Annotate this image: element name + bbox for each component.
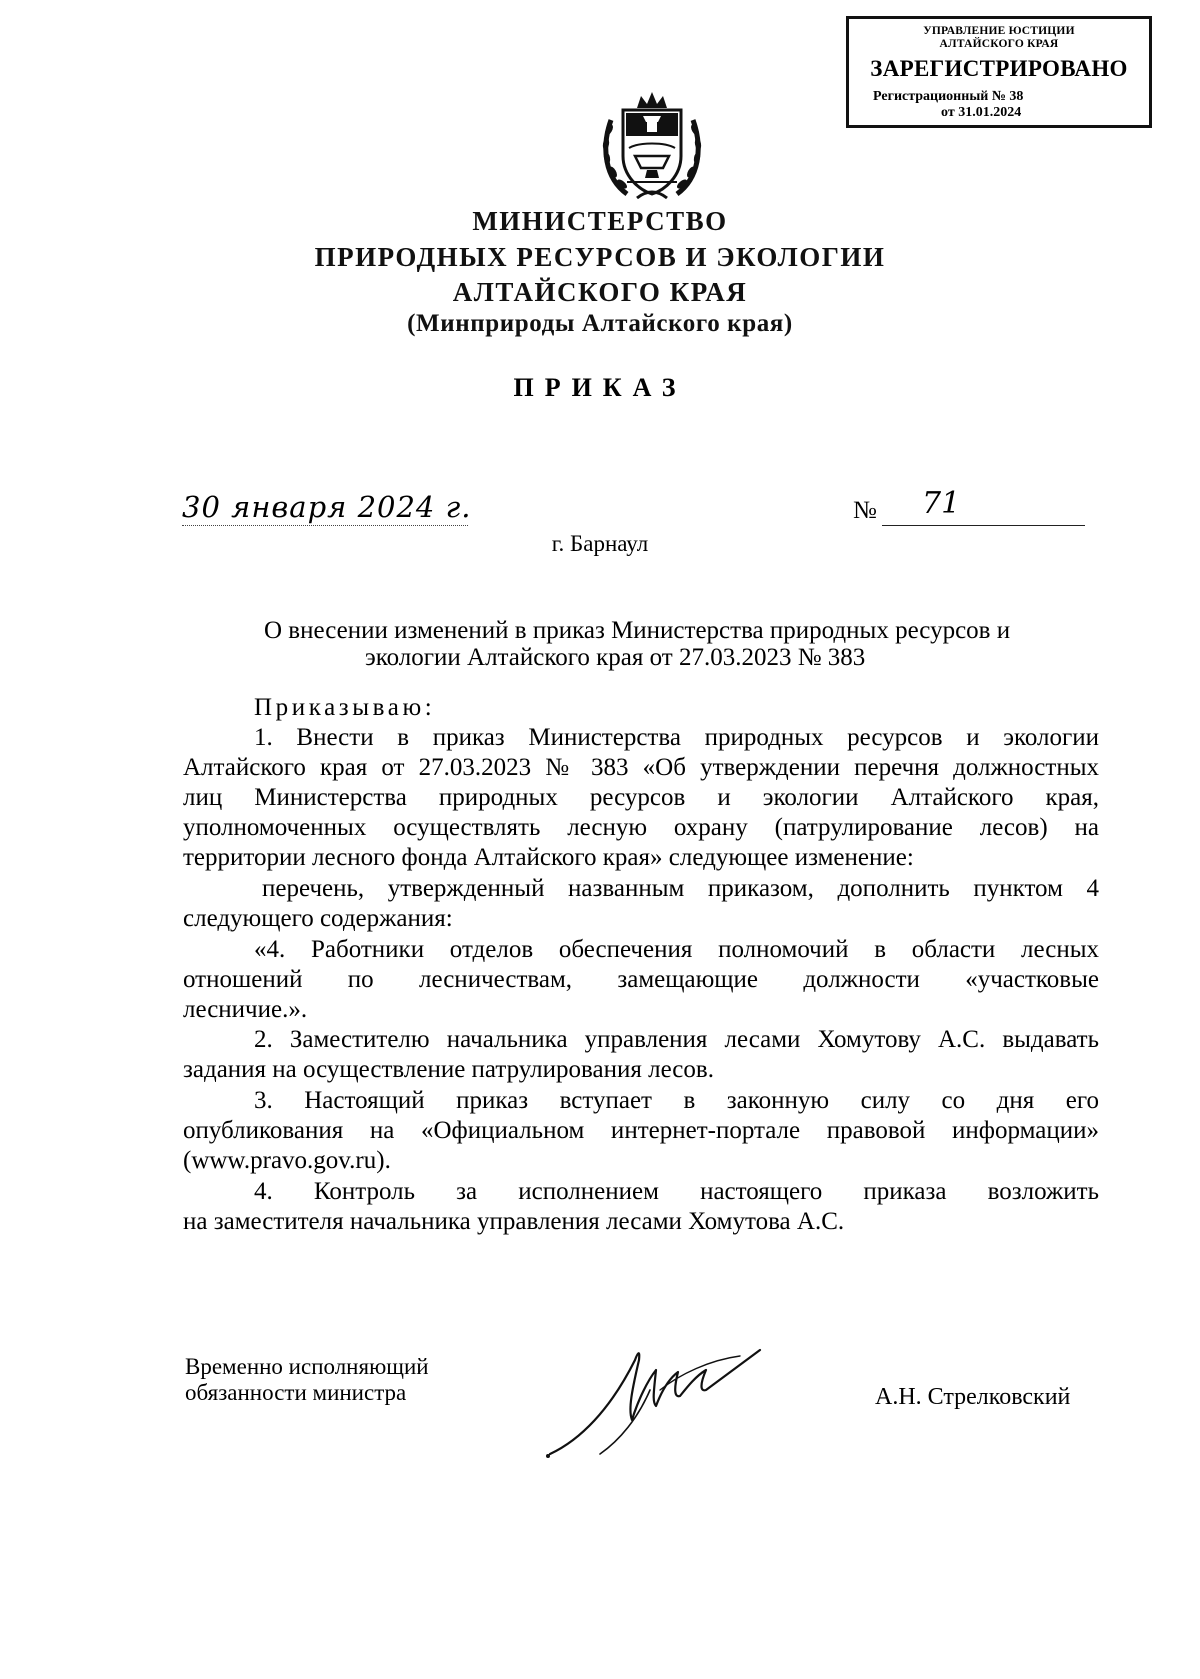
- handwritten-number: 71: [922, 486, 961, 521]
- signatory-title-line1: Временно исполняющий: [185, 1354, 429, 1379]
- ministry-name-line2: ПРИРОДНЫХ РЕСУРСОВ И ЭКОЛОГИИ: [314, 242, 886, 272]
- body-line: 3. Настоящий приказ вступает в законную силу со дня его: [254, 1087, 1099, 1114]
- body-line: территории лесного фонда Алтайского края» следующее изменение:: [183, 844, 914, 871]
- body-line: «4. Работники отделов обеспечения полномочий в области лесных: [254, 936, 1099, 963]
- body-line: (www.pravo.gov.ru).: [183, 1147, 391, 1174]
- signatory-title-line2: обязанности министра: [185, 1380, 407, 1405]
- order-directive: Приказываю:: [254, 694, 436, 721]
- ministry-short-name: (Минприроды Алтайского края): [407, 310, 793, 337]
- number-underline: [882, 525, 1085, 526]
- body-line: 1. Внести в приказ Министерства природных ресурсов и экологии: [254, 724, 1099, 751]
- body-line: лиц Министерства природных ресурсов и экологии Алтайского края,: [183, 784, 1099, 811]
- body-line: 4. Контроль за исполнением настоящего приказа возложить: [254, 1178, 1099, 1205]
- date-underline: [182, 525, 468, 526]
- handwritten-signature: [540, 1330, 780, 1470]
- body-line: лесничие.».: [183, 996, 308, 1023]
- body-line: задания на осуществление патрулирования лесов.: [183, 1056, 714, 1083]
- body-line: отношений по лесничествам, замещающие должности «участковые: [183, 966, 1099, 993]
- stamp-reg-number: Регистрационный № 38: [873, 89, 1024, 104]
- body-line: Алтайского края от 27.03.2023 № 383 «Об утверждении перечня должностных: [183, 754, 1099, 781]
- stamp-org-line1: УПРАВЛЕНИЕ ЮСТИЦИИ: [923, 25, 1075, 37]
- city: г. Барнаул: [551, 531, 649, 556]
- subject-line1: О внесении изменений в приказ Министерства природных ресурсов и: [264, 617, 1011, 644]
- stamp-organization: [849, 25, 1149, 51]
- handwritten-date: 30 января 2024 г.: [182, 490, 472, 524]
- altai-krai-coat-of-arms-icon: [597, 86, 707, 204]
- body-line: перечень, утвержденный названным приказом, дополнить пунктом 4: [262, 875, 1099, 902]
- stamp-reg-date: от 31.01.2024: [941, 105, 1022, 120]
- body-line: опубликования на «Официальном интернет-портале правовой информации»: [183, 1117, 1099, 1144]
- document-type-title: ПРИКАЗ: [513, 373, 687, 402]
- body-line: на заместителя начальника управления лесами Хомутова А.С.: [183, 1208, 845, 1235]
- signatory-name: А.Н. Стрелковский: [875, 1384, 1071, 1410]
- number-label: №: [853, 497, 877, 524]
- stamp-org-line2: АЛТАЙСКОГО КРАЯ: [939, 38, 1059, 50]
- subject-line2: экологии Алтайского края от 27.03.2023 № 383: [365, 644, 866, 671]
- body-line: 2. Заместителю начальника управления лесами Хомутову А.С. выдавать: [254, 1026, 1099, 1053]
- body-line: уполномоченных осуществлять лесную охрану (патрулирование лесов) на: [183, 814, 1099, 841]
- ministry-name-line1: МИНИСТЕРСТВО: [472, 206, 728, 236]
- body-line: следующего содержания:: [183, 905, 453, 932]
- ministry-name-line3: АЛТАЙСКОГО КРАЯ: [452, 277, 748, 307]
- stamp-status: ЗАРЕГИСТРИРОВАНО: [870, 56, 1128, 81]
- registration-stamp: [846, 16, 1152, 128]
